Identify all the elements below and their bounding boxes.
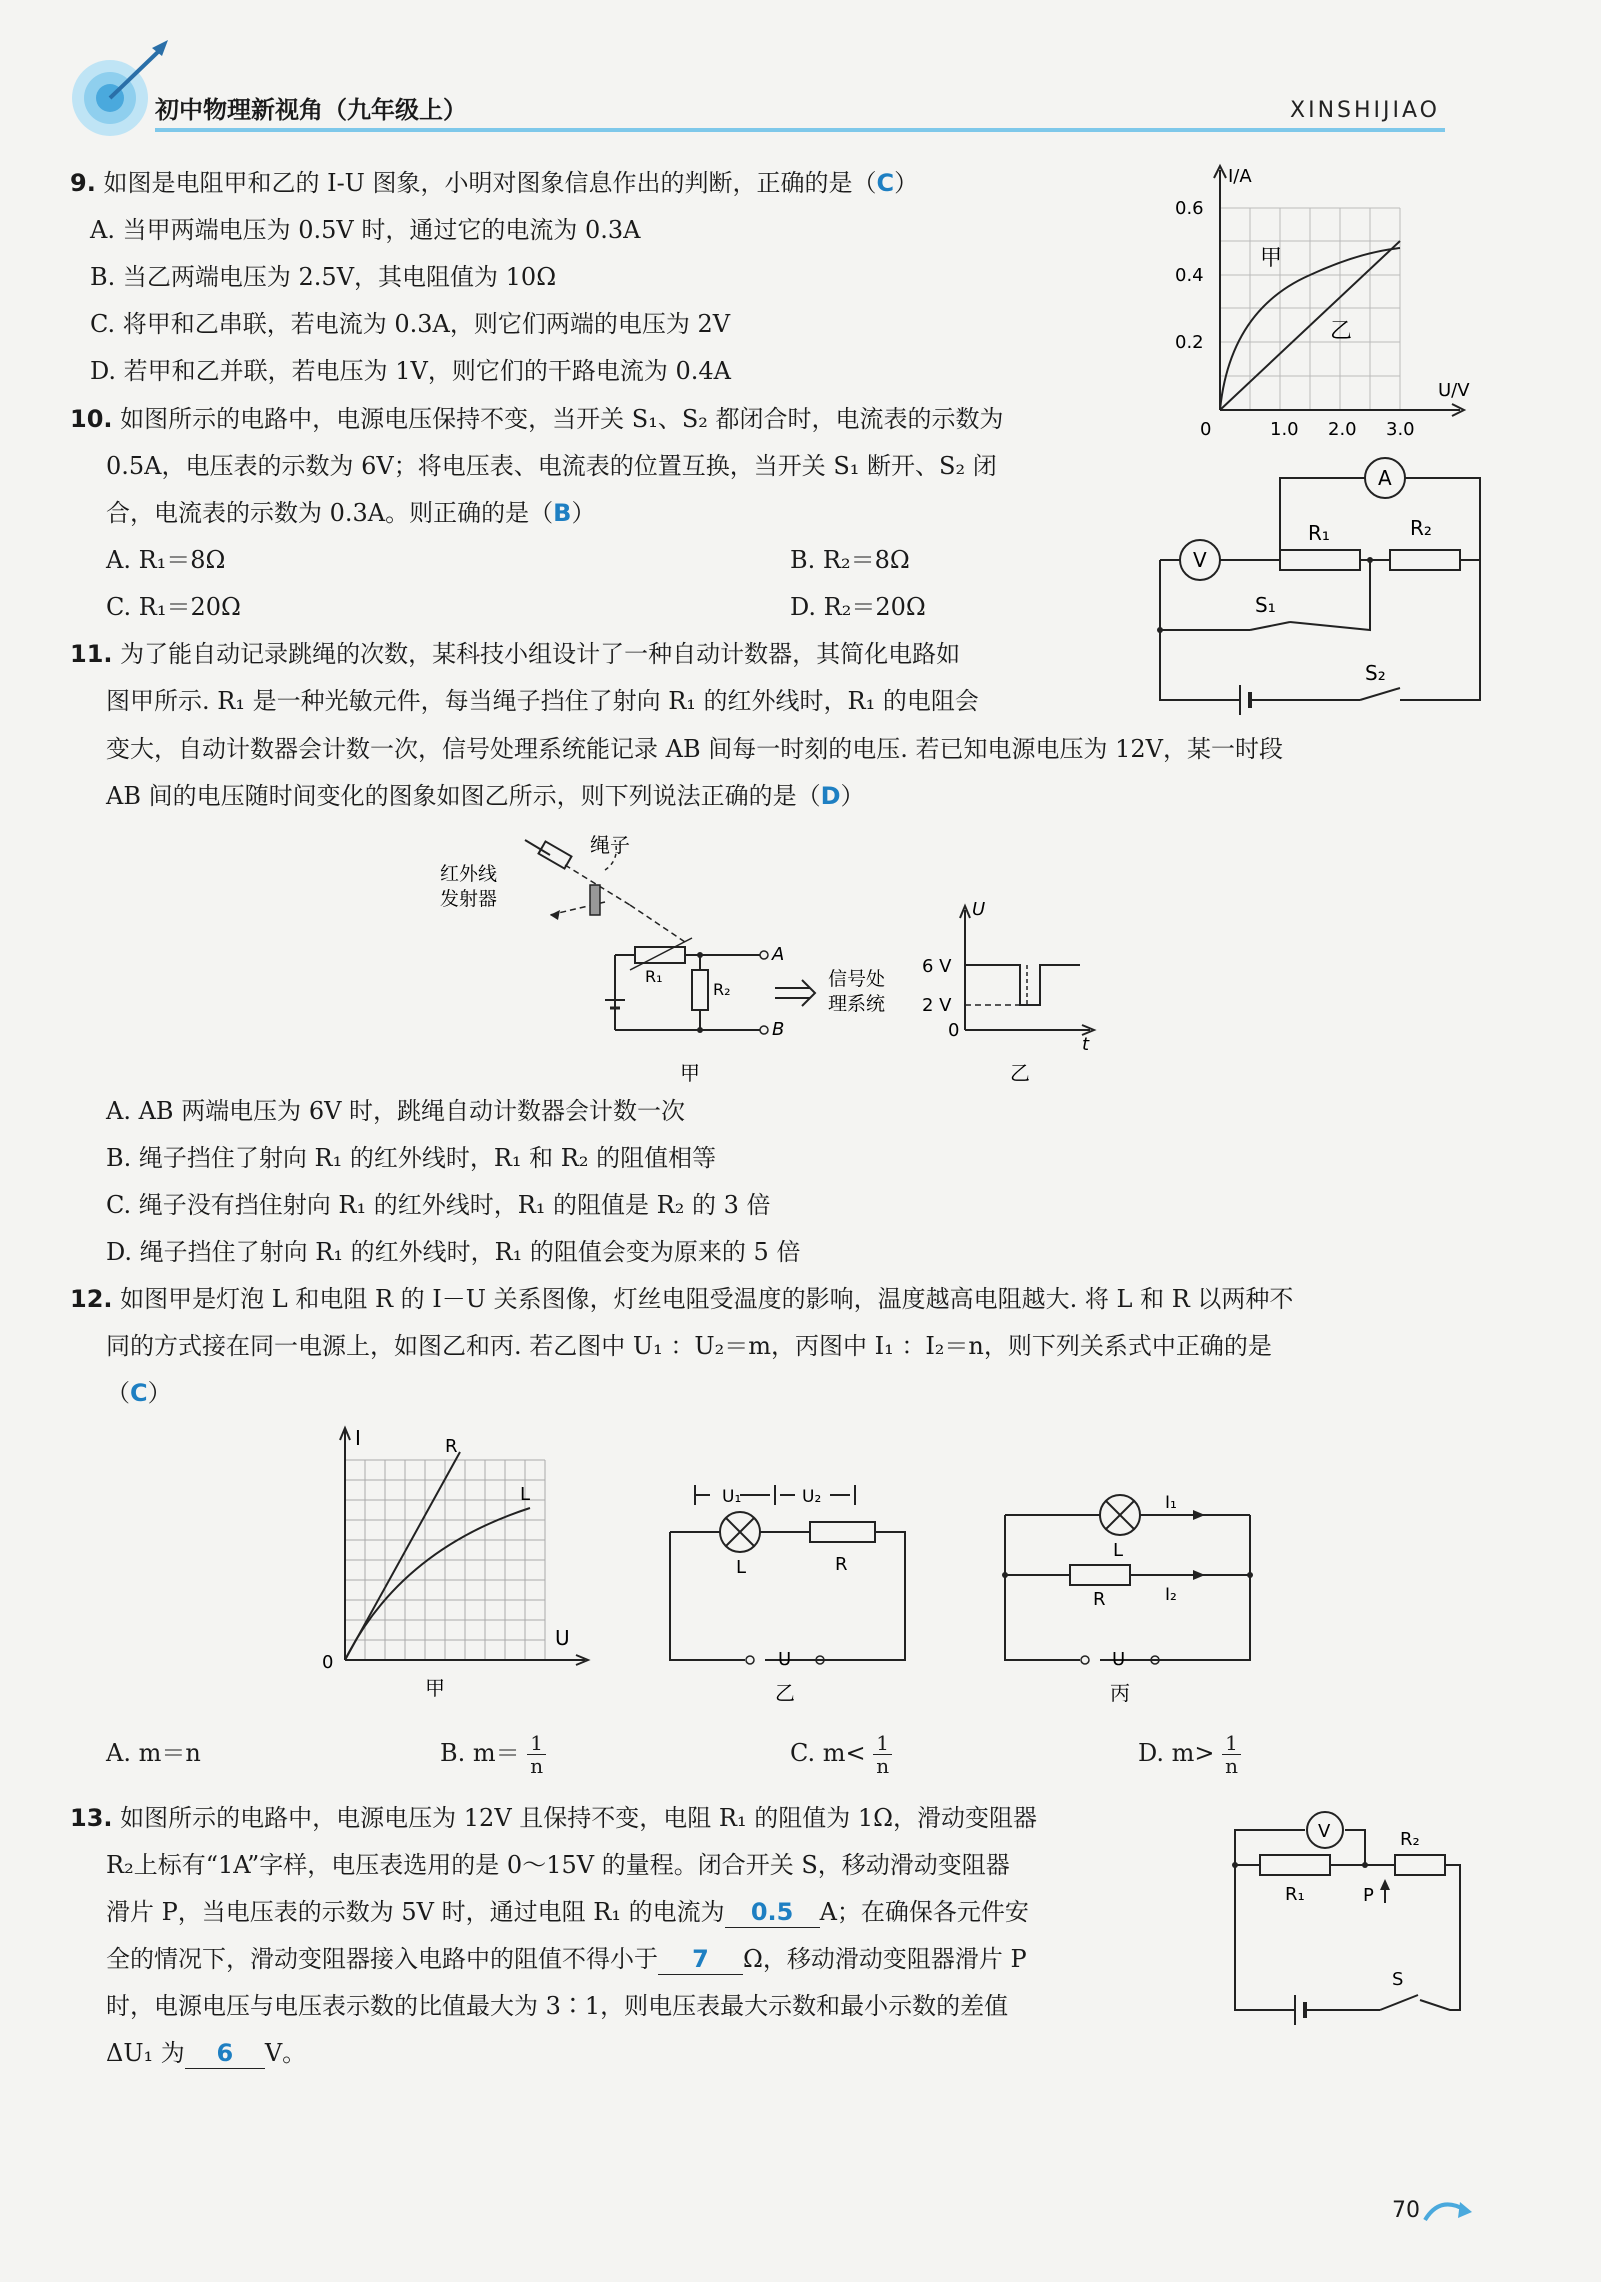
q13-slider-arrow-icon <box>1380 1879 1390 1890</box>
q9-xtick-1: 1.0 <box>1270 419 1299 440</box>
q13-text-3b: A；在确保各元件安 <box>819 1898 1029 1926</box>
q11-emitter-label-2: 发射器 <box>440 888 498 910</box>
q13-line5: 时，电源电压与电压表示数的比值最大为 3∶1，则电压表最大示数和最小示数的差值 <box>106 1992 1009 2020</box>
rope-icon <box>590 885 600 915</box>
page-corner-arrow-icon <box>1420 2190 1490 2240</box>
q11-r1-label: R₁ <box>645 967 663 986</box>
q11-number: 11. <box>70 640 113 668</box>
q10-text-3: 合，电流表的示数为 0.3A。则正确的是（ <box>106 499 554 527</box>
q12-open: （ <box>106 1379 130 1407</box>
q13-line2: R₂上标有“1A”字样，电压表选用的是 0～15V 的量程。闭合开关 S，移动滑动变阻器 <box>106 1851 1010 1879</box>
q10-option-c: C. R₁＝20Ω <box>106 593 241 621</box>
q9-option-b: B. 当乙两端电压为 2.5V，其电阻值为 10Ω <box>90 263 557 291</box>
q11-line3: 变大，自动计数器会计数一次，信号处理系统能记录 AB 间每一时刻的电压. 若已知电源电压为 12V，某一时段 <box>106 735 1283 763</box>
q9-x-label: U/V <box>1438 380 1470 401</box>
ir-emitter-icon <box>539 841 572 868</box>
q11-option-b: B. 绳子挡住了射向 R₁ 的红外线时，R₁ 和 R₂ 的阻值相等 <box>106 1144 717 1172</box>
q11-voltage-trace <box>965 965 1080 1005</box>
q13-r1 <box>1260 1855 1330 1875</box>
q13-s-label: S <box>1392 1969 1404 1990</box>
q11-close: ） <box>840 782 865 810</box>
q12-option-b-fraction <box>527 1732 546 1777</box>
q12-caption-jia: 甲 <box>425 1676 445 1700</box>
q12-yi-u-label: U <box>778 1649 792 1670</box>
q13-r2-label: R₂ <box>1400 1829 1420 1850</box>
q12-answer: C <box>130 1379 148 1407</box>
q10-option-a: A. R₁＝8Ω <box>106 546 226 574</box>
q10-close: ） <box>571 499 596 527</box>
q13-text-4: 全的情况下，滑动变阻器接入电路中的阻值不得小于 <box>106 1945 658 1973</box>
q11-system-label-1: 信号处 <box>828 968 886 990</box>
q11-text-1: 为了能自动记录跳绳的次数，某科技小组设计了一种自动计数器，其简化电路如 <box>120 640 961 668</box>
q9-number: 9. <box>70 169 96 197</box>
q11-r2 <box>692 970 708 1010</box>
q12-bing-resistor <box>1070 1565 1130 1585</box>
q12-close: ） <box>147 1379 172 1407</box>
q12-option-c-text: C. m< <box>790 1739 866 1767</box>
q11-rope-label: 绳子 <box>590 833 630 857</box>
header-rule <box>155 128 1445 132</box>
q13-line1 <box>70 1795 1037 1842</box>
q10-line1 <box>70 396 1004 443</box>
q13-blank-1: 0.5 <box>725 1897 820 1928</box>
q9-ytick-04: 0.4 <box>1175 265 1204 286</box>
q10-line3 <box>106 490 595 537</box>
q9-xtick-2: 2.0 <box>1328 419 1357 440</box>
q9-xtick-3: 3.0 <box>1386 419 1415 440</box>
q9-option-d: D. 若甲和乙并联，若电压为 1V，则它们的干路电流为 0.4A <box>90 357 732 385</box>
q13-v-label: V <box>1318 1821 1331 1842</box>
q10-option-d: D. R₂＝20Ω <box>790 593 926 621</box>
q11-option-a: A. AB 两端电压为 6V 时，跳绳自动计数器会计数一次 <box>106 1097 686 1125</box>
q12-option-c-fraction <box>873 1732 892 1777</box>
q12-grid <box>345 1460 545 1660</box>
frac-den: n <box>1225 1754 1238 1778</box>
q13-switch-s <box>1380 1995 1418 2010</box>
q12-option-b-text: B. m＝ <box>440 1739 520 1767</box>
q12-bing-r-label: R <box>1093 1589 1106 1610</box>
q13-number: 13. <box>70 1804 113 1832</box>
q9-iu-graph <box>1170 160 1500 450</box>
q13-line4 <box>106 1936 1027 1983</box>
q11-origin: 0 <box>948 1020 960 1041</box>
q10-number: 10. <box>70 405 113 433</box>
q12-i-axis: I <box>355 1426 361 1450</box>
q10-switch-s1 <box>1250 622 1290 630</box>
q12-l-curve <box>345 1508 530 1660</box>
q9-close: ） <box>894 169 919 197</box>
q12-i2-label: I₂ <box>1165 1585 1177 1605</box>
q11-6v-label: 6 V <box>922 956 952 977</box>
q13-line6 <box>106 2030 306 2077</box>
q10-s1-label: S₁ <box>1255 593 1276 617</box>
q12-figure <box>310 1420 1290 1710</box>
q11-caption-yi: 乙 <box>1010 1061 1030 1085</box>
q9-curve-jia-label: 甲 <box>1260 246 1283 271</box>
q11-answer: D <box>820 782 841 810</box>
q11-system-label-2: 理系统 <box>828 993 886 1015</box>
frac-den: n <box>530 1754 544 1778</box>
q12-yi-l-label: L <box>736 1557 747 1578</box>
q11-text-4: AB 间的电压随时间变化的图象如图乙所示，则下列说法正确的是（ <box>106 782 821 810</box>
q11-r2-label: R₂ <box>713 980 731 999</box>
frac-num: 1 <box>527 1732 546 1755</box>
q12-i1-label: I₁ <box>1165 1493 1177 1513</box>
q10-v-label: V <box>1193 548 1207 572</box>
q12-option-a: A. m＝n <box>106 1739 201 1767</box>
q13-circuit <box>1200 1795 1490 2035</box>
q13-text-1: 如图所示的电路中，电源电压为 12V 且保持不变，电阻 R₁ 的阻值为 1Ω，滑动变阻器 <box>120 1804 1038 1832</box>
frac-den: n <box>876 1754 890 1778</box>
q12-r-curve-label: R <box>445 1436 458 1457</box>
q13-p-label: P <box>1363 1885 1374 1906</box>
q10-s2-label: S₂ <box>1365 661 1386 685</box>
q12-text-1: 如图甲是灯泡 L 和电阻 R 的 I－U 关系图像，灯丝电阻受温度的影响，温度越高电阻越大. 将 L 和 R 以两种不 <box>120 1285 1294 1313</box>
q9-origin: 0 <box>1200 419 1212 440</box>
q10-answer: B <box>553 499 572 527</box>
q12-line3 <box>106 1370 172 1417</box>
q12-line1 <box>70 1276 1293 1323</box>
q9-grid <box>1220 208 1400 410</box>
q12-option-d-text: D. m> <box>1138 1739 1215 1767</box>
q9-option-c: C. 将甲和乙串联，若电流为 0.3A，则它们两端的电压为 2V <box>90 310 731 338</box>
q11-line4 <box>106 773 865 820</box>
frac-num: 1 <box>873 1732 892 1755</box>
double-arrow-icon <box>775 980 815 1006</box>
q9-stem <box>70 160 918 207</box>
q11-a-label: A <box>772 944 785 965</box>
q12-option-d <box>1138 1730 1241 1777</box>
q11-option-c: C. 绳子没有挡住射向 R₁ 的红外线时，R₁ 的阻值是 R₂ 的 3 倍 <box>106 1191 771 1219</box>
q11-caption-jia: 甲 <box>680 1061 700 1085</box>
q13-text-6b: V。 <box>264 2039 307 2067</box>
q10-option-b: B. R₂＝8Ω <box>790 546 910 574</box>
q12-option-b <box>440 1730 546 1777</box>
q13-line3 <box>106 1889 1029 1936</box>
q11-t-axis-label: t <box>1082 1034 1090 1055</box>
q9-curve-yi-label: 乙 <box>1330 319 1353 344</box>
q12-bing-u-label: U <box>1112 1649 1126 1670</box>
q9-answer: C <box>876 169 895 197</box>
q11-emitter-label-1: 红外线 <box>440 863 498 885</box>
q10-r2-label: R₂ <box>1410 516 1432 540</box>
q12-bing-l-label: L <box>1113 1540 1124 1561</box>
q11-figure <box>430 830 1110 1100</box>
q11-option-d: D. 绳子挡住了射向 R₁ 的红外线时，R₁ 的阻值会变为原来的 5 倍 <box>106 1238 801 1266</box>
page-header <box>60 40 1480 150</box>
q12-u1-label: U₁ <box>722 1487 742 1507</box>
q9-ytick-02: 0.2 <box>1175 332 1204 353</box>
q9-option-a: A. 当甲两端电压为 0.5V 时，通过它的电流为 0.3A <box>90 216 641 244</box>
q12-origin: 0 <box>322 1652 334 1673</box>
q12-caption-bing: 丙 <box>1110 1681 1130 1705</box>
q12-number: 12. <box>70 1285 113 1313</box>
q12-yi-r-label: R <box>835 1554 848 1575</box>
q10-text-1: 如图所示的电路中，电源电压保持不变，当开关 S₁、S₂ 都闭合时，电流表的示数为 <box>120 405 1004 433</box>
q13-text-6: ΔU₁ 为 <box>106 2039 185 2067</box>
frac-num: 1 <box>1222 1732 1241 1755</box>
page-number: 70 <box>1392 2198 1420 2223</box>
q12-option-d-fraction <box>1222 1732 1241 1777</box>
q10-line2: 0.5A，电压表的示数为 6V；将电压表、电流表的位置互换，当开关 S₁ 断开、S₂ 闭 <box>106 452 997 480</box>
q10-a-label: A <box>1378 466 1392 490</box>
q12-yi-resistor <box>810 1522 875 1542</box>
q12-u-axis: U <box>555 1626 570 1650</box>
q12-caption-yi: 乙 <box>775 1681 795 1705</box>
q13-r1-label: R₁ <box>1285 1884 1305 1905</box>
q11-b-label: B <box>772 1019 785 1040</box>
q10-r1-label: R₁ <box>1308 521 1330 545</box>
q12-l-curve-label: L <box>520 1484 531 1505</box>
q9-ytick-06: 0.6 <box>1175 198 1204 219</box>
q12-line2: 同的方式接在同一电源上，如图乙和丙. 若乙图中 U₁ ：U₂＝m，丙图中 I₁ ：I₂＝n，则下列关系式中正确的是 <box>106 1332 1272 1360</box>
q10-circuit <box>1140 450 1490 720</box>
q11-line1 <box>70 631 960 678</box>
q10-r1 <box>1280 550 1360 570</box>
q11-2v-label: 2 V <box>922 995 952 1016</box>
q13-text-3: 滑片 P，当电压表的示数为 5V 时，通过电阻 R₁ 的电流为 <box>106 1898 725 1926</box>
q11-line2: 图甲所示. R₁ 是一种光敏元件，每当绳子挡住了射向 R₁ 的红外线时，R₁ 的电阻会 <box>106 687 979 715</box>
q10-r2 <box>1390 550 1460 570</box>
q13-blank-2: 7 <box>658 1944 743 1975</box>
q12-option-c <box>790 1730 892 1777</box>
book-title: 初中物理新视角（九年级上） <box>155 96 467 124</box>
brand-name: XINSHIJIAO <box>1290 98 1440 123</box>
q11-u-axis-label: U <box>972 899 986 920</box>
q9-stem-text: 如图是电阻甲和乙的 I-U 图象，小明对图象信息作出的判断，正确的是（ <box>103 169 877 197</box>
q12-u2-label: U₂ <box>802 1487 822 1507</box>
q13-blank-3: 6 <box>185 2038 265 2069</box>
q13-text-4b: Ω，移动滑动变阻器滑片 P <box>743 1945 1027 1973</box>
q9-y-label: I/A <box>1228 166 1252 187</box>
q13-r2 <box>1395 1855 1445 1875</box>
